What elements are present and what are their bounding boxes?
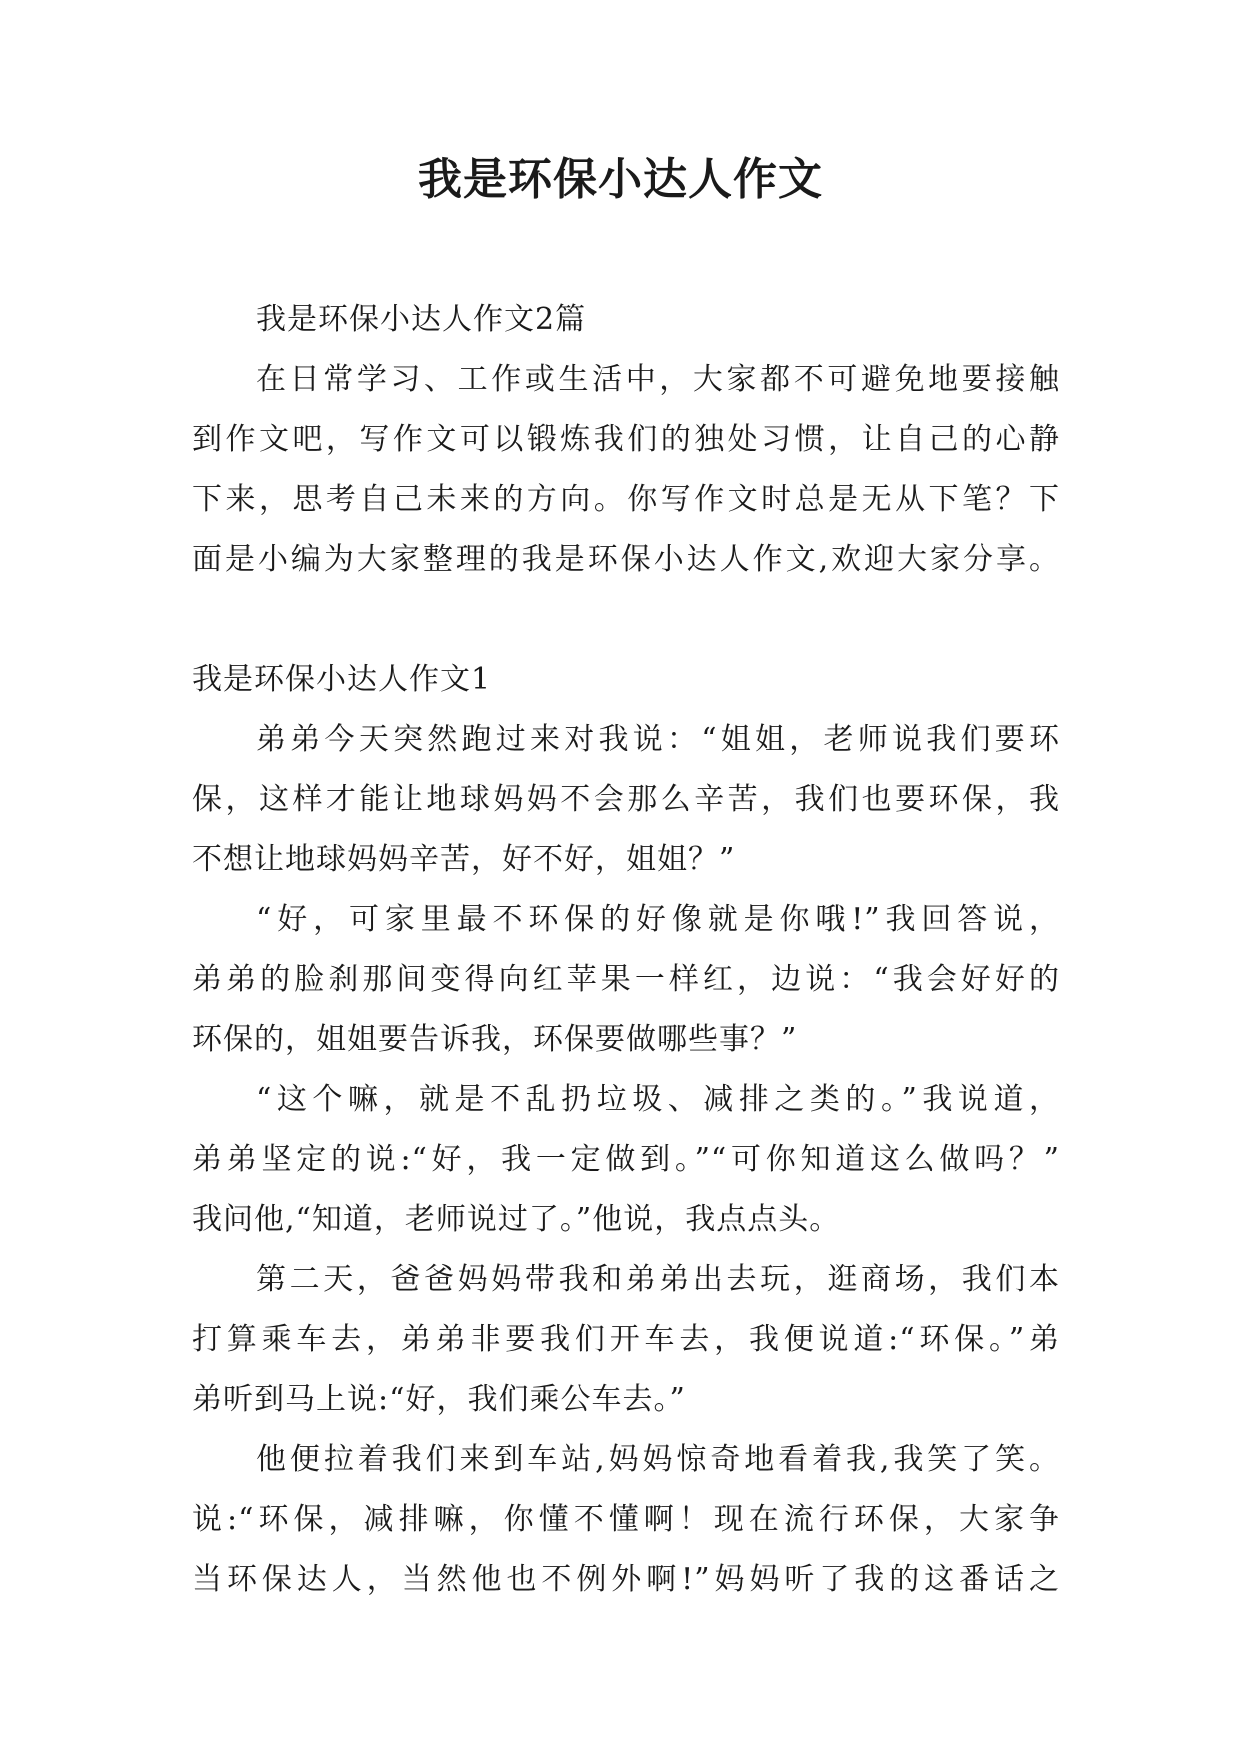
paragraph-line: 弟弟坚定的说:“好，我一定做到。”“可你知道这么做吗？” [192, 1142, 1060, 1177]
paragraph-line: 弟弟的脸刹那间变得向红苹果一样红，边说：“我会好好的 [192, 962, 1060, 997]
paragraph-line: “这个嘛，就是不乱扔垃圾、减排之类的。”我说道， [256, 1082, 1060, 1117]
paragraph-line: 说:“环保，减排嘛，你懂不懂啊！现在流行环保，大家争 [192, 1502, 1060, 1537]
paragraph [192, 710, 1060, 890]
paragraph [192, 890, 1060, 1070]
paragraph [192, 1250, 1060, 1430]
document-title: 我是环保小达人作文 [418, 154, 823, 205]
paragraph-line: 弟弟今天突然跑过来对我说：“姐姐，老师说我们要环 [256, 722, 1060, 757]
paragraph-line: 保，这样才能让地球妈妈不会那么辛苦，我们也要环保，我 [192, 782, 1060, 817]
paragraph-line: 下来，思考自己未来的方向。你写作文时总是无从下笔？下 [192, 482, 1060, 517]
paragraph-line: 到作文吧，写作文可以锻炼我们的独处习惯，让自己的心静 [192, 422, 1060, 457]
paragraph-line: “好，可家里最不环保的好像就是你哦!”我回答说， [256, 902, 1060, 937]
paragraph-line: 他便拉着我们来到车站,妈妈惊奇地看着我,我笑了笑。 [256, 1442, 1060, 1477]
paragraph-line: 第二天，爸爸妈妈带我和弟弟出去玩，逛商场，我们本 [256, 1262, 1060, 1297]
paragraph-line: 面是小编为大家整理的我是环保小达人作文,欢迎大家分享。 [192, 542, 1060, 577]
paragraph [192, 1070, 1060, 1250]
paragraph-line: 弟听到马上说:“好，我们乘公车去。” [192, 1382, 686, 1417]
paragraph-line: 打算乘车去，弟弟非要我们开车去，我便说道:“环保。”弟 [192, 1322, 1060, 1357]
section-heading: 我是环保小达人作文1 [192, 662, 492, 697]
paragraph-line: 当环保达人，当然他也不例外啊!”妈妈听了我的这番话之 [192, 1562, 1060, 1597]
paragraph-line: 我问他,“知道，老师说过了。”他说，我点点头。 [192, 1202, 841, 1237]
paragraph [192, 1430, 1060, 1610]
paragraph-line: 在日常学习、工作或生活中，大家都不可避免地要接触 [256, 362, 1060, 397]
intro-paragraph [192, 350, 1060, 590]
paragraph-line: 环保的，姐姐要告诉我，环保要做哪些事？” [192, 1022, 798, 1057]
paragraph-line: 不想让地球妈妈辛苦，好不好，姐姐？” [192, 842, 736, 877]
document-body [192, 290, 1060, 1610]
document-subtitle: 我是环保小达人作文2篇 [256, 302, 587, 337]
blank-line [192, 590, 1060, 650]
